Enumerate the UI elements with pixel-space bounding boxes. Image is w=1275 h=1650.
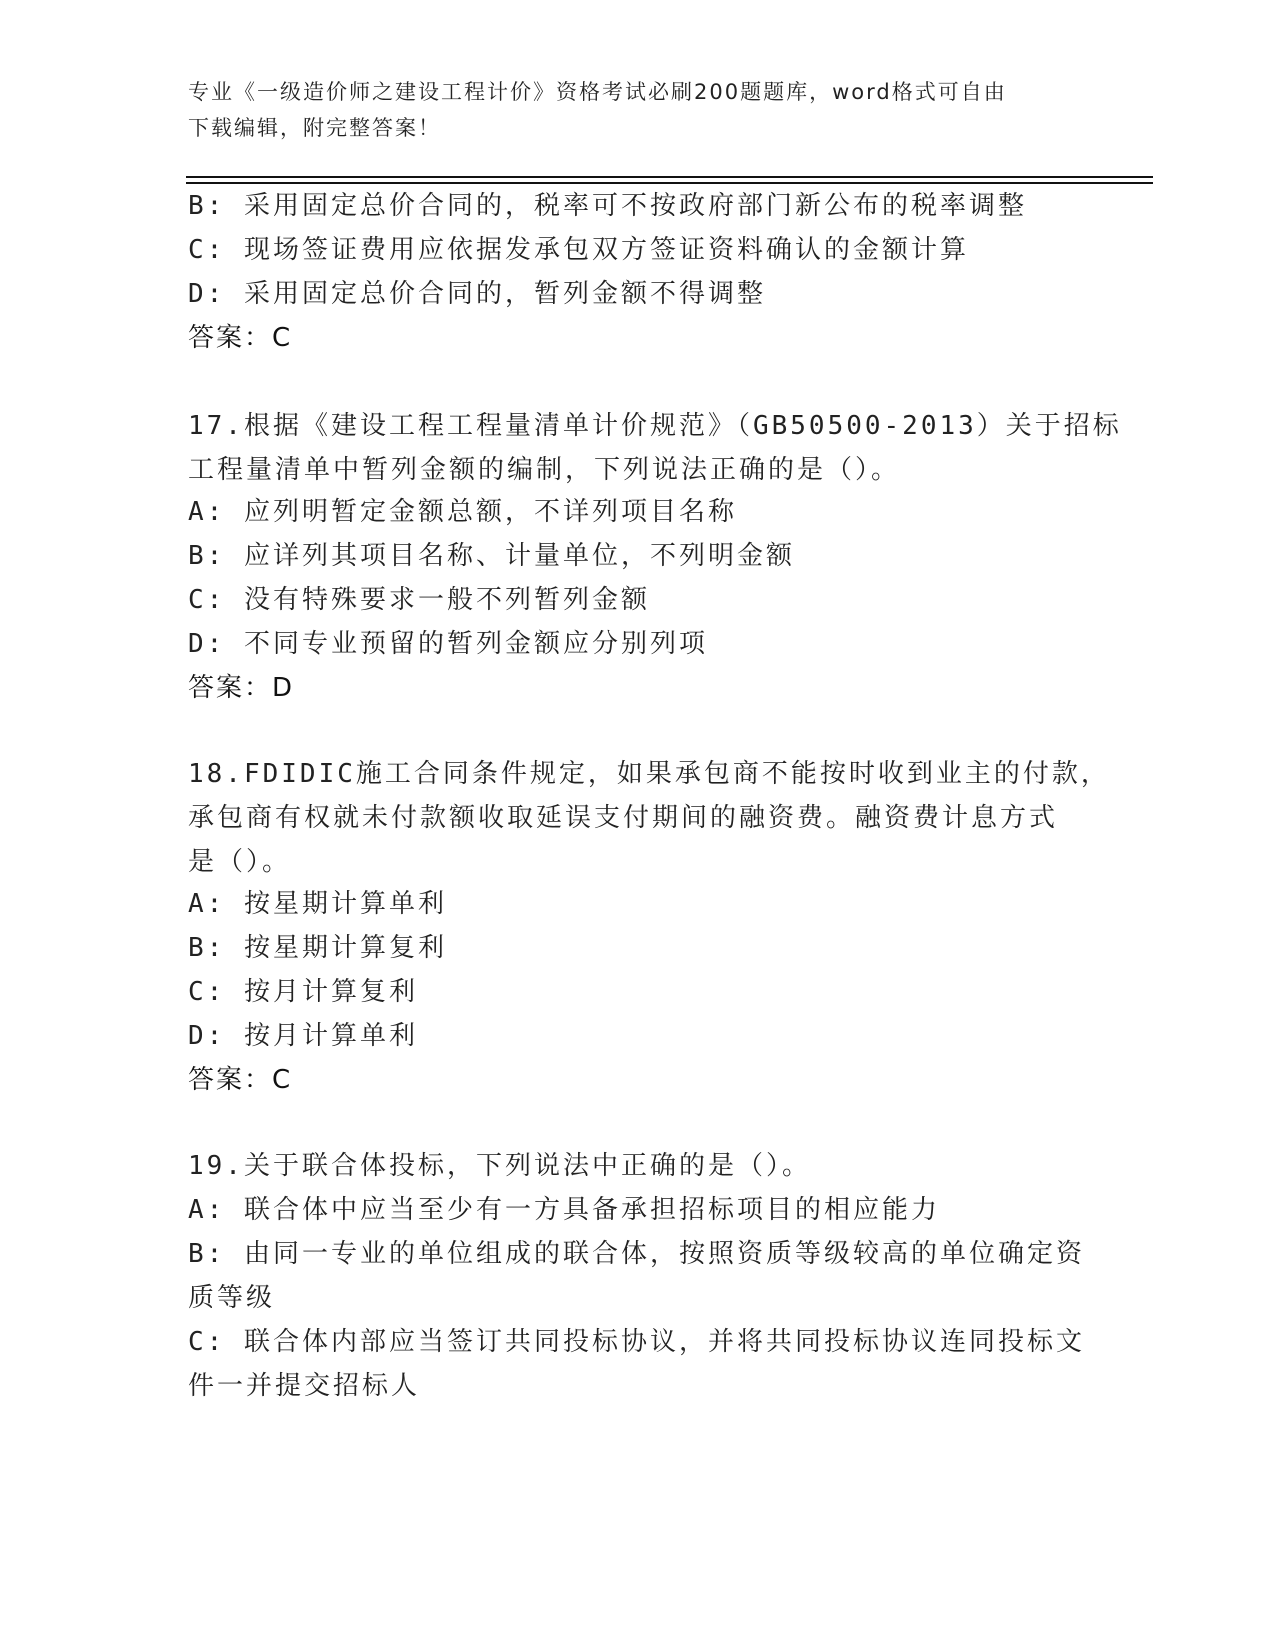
q18-stem-line-2: 承包商有权就未付款额收取延误支付期间的融资费。融资费计息方式 (188, 803, 1059, 833)
header-divider-bottom (186, 182, 1153, 184)
q17-option-a: A: 应列明暂定金额总额，不详列项目名称 (188, 497, 737, 527)
q18-option-a: A: 按星期计算单利 (188, 889, 447, 919)
q19-option-b-line-2: 质等级 (188, 1283, 276, 1313)
header-title-line-2: 下载编辑，附完整答案！ (188, 116, 441, 140)
q18-option-d: D: 按月计算单利 (188, 1021, 418, 1051)
q17-option-c: C: 没有特殊要求一般不列暂列金额 (188, 585, 650, 615)
q17-answer: 答案：D (188, 673, 295, 703)
document-header (188, 74, 1088, 146)
q18-stem-line-1: 18.FDIDIC施工合同条件规定，如果承包商不能按时收到业主的付款， (188, 759, 1110, 789)
q18-option-c: C: 按月计算复利 (188, 977, 418, 1007)
header-title-line-1: 专业《一级造价师之建设工程计价》资格考试必刷200题题库，word格式可自由 (188, 80, 1007, 104)
q19-stem-line-1: 19.关于联合体投标，下列说法中正确的是（）。 (188, 1151, 811, 1181)
q19-option-c-line-1: C: 联合体内部应当签订共同投标协议，并将共同投标协议连同投标文 (188, 1327, 1085, 1357)
header-divider-top (186, 176, 1153, 178)
q16-answer: 答案：C (188, 323, 293, 353)
q16-option-b: B: 采用固定总价合同的，税率可不按政府部门新公布的税率调整 (188, 191, 1027, 221)
q18-option-b: B: 按星期计算复利 (188, 933, 447, 963)
q19-option-a: A: 联合体中应当至少有一方具备承担招标项目的相应能力 (188, 1195, 940, 1225)
q17-option-b: B: 应详列其项目名称、计量单位，不列明金额 (188, 541, 795, 571)
q17-option-d: D: 不同专业预留的暂列金额应分别列项 (188, 629, 708, 659)
q19-option-b-line-1: B: 由同一专业的单位组成的联合体，按照资质等级较高的单位确定资 (188, 1239, 1085, 1269)
q17-stem-line-2: 工程量清单中暂列金额的编制，下列说法正确的是（）。 (188, 455, 901, 485)
q16-option-c: C: 现场签证费用应依据发承包双方签证资料确认的金额计算 (188, 235, 969, 265)
q19-option-c-line-2: 件一并提交招标人 (188, 1371, 421, 1401)
q17-stem-line-1: 17.根据《建设工程工程量清单计价规范》（GB50500-2013）关于招标 (188, 411, 1122, 441)
q18-answer: 答案：C (188, 1065, 293, 1095)
q18-stem-line-3: 是（）。 (188, 847, 292, 877)
q16-option-d: D: 采用固定总价合同的，暂列金额不得调整 (188, 279, 766, 309)
